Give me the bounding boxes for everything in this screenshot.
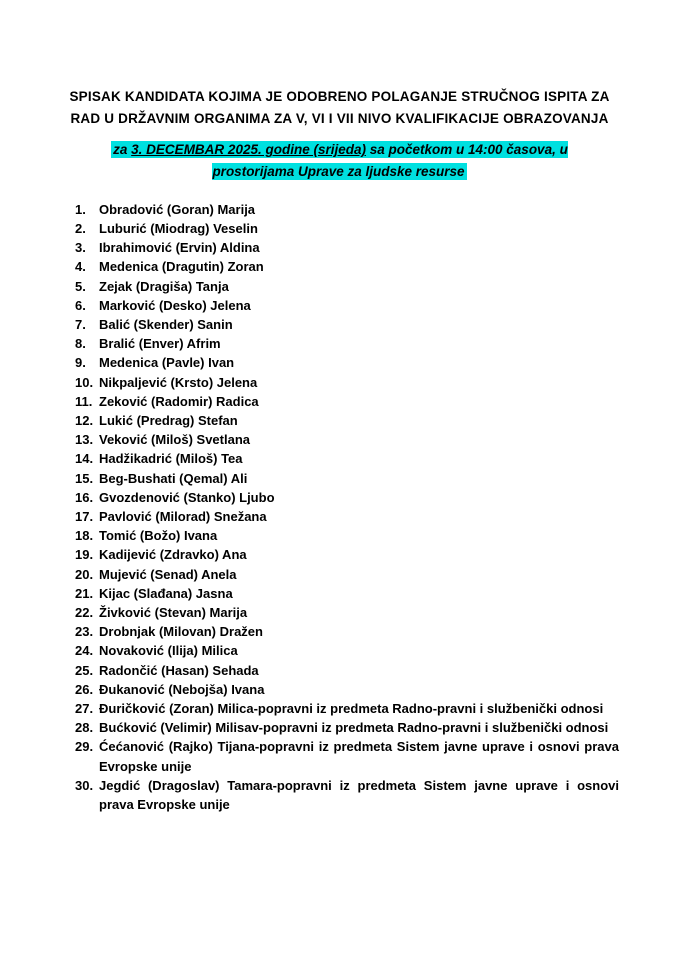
list-item-number: 19. [75,547,94,563]
list-item [75,373,623,392]
candidate-name: Medenica (Pavle) Ivan [99,355,235,371]
list-item-number: 28. [75,720,94,736]
list-item-number: 10. [75,374,94,390]
highlighted-schedule-text [111,141,568,180]
list-item-number: 1. [75,201,86,217]
candidate-name: Bućković (Velimir) Milisav-popravni iz predmeta Radno-pravni i službenički odnosi [99,720,609,736]
list-item [75,680,623,699]
candidate-name: Đuričković (Zoran) Milica-popravni iz predmeta Radno-pravni i službenički odnosi [99,701,604,716]
list-item-number: 4. [75,259,86,275]
list-item-number: 23. [75,624,94,640]
document-title: SPISAK KANDIDATA KOJIMA JE ODOBRENO POLAGANJE STRUČNOG ISPITA ZA RAD U DRŽAVNIM ORGANIMA ZA V, VI I VII NIVO KVALIFIKACIJE OBRAZOVANJA [69,89,610,126]
candidate-name: Zejak (Dragiša) Tanja [99,278,229,294]
list-item [75,315,623,334]
exam-date: 3. DECEMBAR 2025. godine (srijeda) [131,142,366,158]
list-item-number: 22. [75,604,94,620]
candidate-name: Drobnjak (Milovan) Dražen [99,624,263,640]
list-item-number: 11. [75,393,93,409]
list-item-number: 3. [75,240,86,256]
list-item [75,776,623,814]
list-item-number: 8. [75,336,86,352]
list-item [75,411,623,430]
candidate-name: Medenica (Dragutin) Zoran [99,259,264,275]
list-item-number: 27. [75,701,94,716]
list-item [75,507,623,526]
list-item-number: 13. [75,432,94,448]
list-item [75,334,623,353]
list-item-number: 26. [75,681,94,697]
list-item-number: 17. [75,508,94,524]
subtitle-suffix: sa početkom u 14:00 časova, u prostorijama Uprave za ljudske resurse [212,142,568,180]
candidate-name: Zeković (Radomir) Radica [99,393,259,409]
list-item-number: 16. [75,489,94,505]
list-item [75,219,623,238]
candidate-name: Hadžikadrić (Miloš) Tea [99,451,243,467]
list-item [75,488,623,507]
list-item [75,296,623,315]
list-item [75,622,623,641]
list-item [75,392,623,411]
list-item [75,661,623,680]
candidate-name: Ćećanović (Rajko) Tijana-popravni iz predmeta Sistem javne uprave i osnovi prava Evropske unije [99,739,619,774]
list-item-number: 6. [75,297,86,313]
list-item [75,238,623,257]
candidate-name: Marković (Desko) Jelena [99,297,251,313]
list-item [75,449,623,468]
list-item [75,353,623,372]
list-item-number: 20. [75,566,94,582]
list-item [75,545,623,564]
list-item-number: 25. [75,662,94,678]
list-item [75,277,623,296]
list-item [75,200,623,219]
list-item [75,641,623,660]
candidate-name: Kadijević (Zdravko) Ana [99,547,247,563]
list-item [75,526,623,545]
list-item [75,603,623,622]
list-item-number: 14. [75,451,94,467]
candidate-name: Tomić (Božo) Ivana [99,528,218,544]
candidate-name: Mujević (Senad) Anela [99,566,237,582]
list-item [75,718,623,737]
list-item [75,584,623,603]
candidate-name: Živković (Stevan) Marija [99,604,248,620]
subtitle-prefix: za [113,142,132,158]
list-item-number: 2. [75,220,86,236]
candidate-name: Beg-Bushati (Qemal) Ali [99,470,248,486]
list-item-number: 5. [75,278,86,294]
document-subtitle [87,139,592,184]
candidate-name: Veković (Miloš) Svetlana [99,432,251,448]
list-item-number: 15. [75,470,94,486]
candidate-name: Jegdić (Dragoslav) Tamara-popravni iz predmeta Sistem javne uprave i osnovi prava Evropske unije [99,777,619,813]
list-item-number: 24. [75,643,94,659]
list-item [75,430,623,449]
list-item-number: 30. [75,777,94,793]
candidate-name: Obradović (Goran) Marija [99,201,256,217]
candidate-name: Gvozdenović (Stanko) Ljubo [99,489,275,505]
candidate-name: Nikpaljević (Krsto) Jelena [99,374,258,390]
list-item-number: 7. [75,316,86,332]
list-item-number: 9. [75,355,86,371]
candidate-name: Ibrahimović (Ervin) Aldina [99,240,260,256]
list-item [75,737,623,775]
list-item-number: 29. [75,739,94,755]
list-item [75,469,623,488]
candidate-name: Bralić (Enver) Afrim [99,336,221,352]
candidate-name: Lukić (Predrag) Stefan [99,412,238,428]
list-item [75,565,623,584]
list-item [75,699,623,718]
candidate-name: Balić (Skender) Sanin [99,316,233,332]
list-item-number: 18. [75,528,94,544]
candidate-name: Luburić (Miodrag) Veselin [99,220,258,236]
candidate-list [56,200,623,815]
candidate-name: Kijac (Slađana) Jasna [99,585,233,601]
list-item [75,257,623,276]
list-item-number: 12. [75,412,94,428]
list-item-number: 21. [75,585,94,601]
candidate-name: Radončić (Hasan) Sehada [99,662,259,678]
candidate-name: Novaković (Ilija) Milica [99,643,238,659]
candidate-name: Đukanović (Nebojša) Ivana [99,681,265,697]
candidate-name: Pavlović (Milorad) Snežana [99,508,267,524]
